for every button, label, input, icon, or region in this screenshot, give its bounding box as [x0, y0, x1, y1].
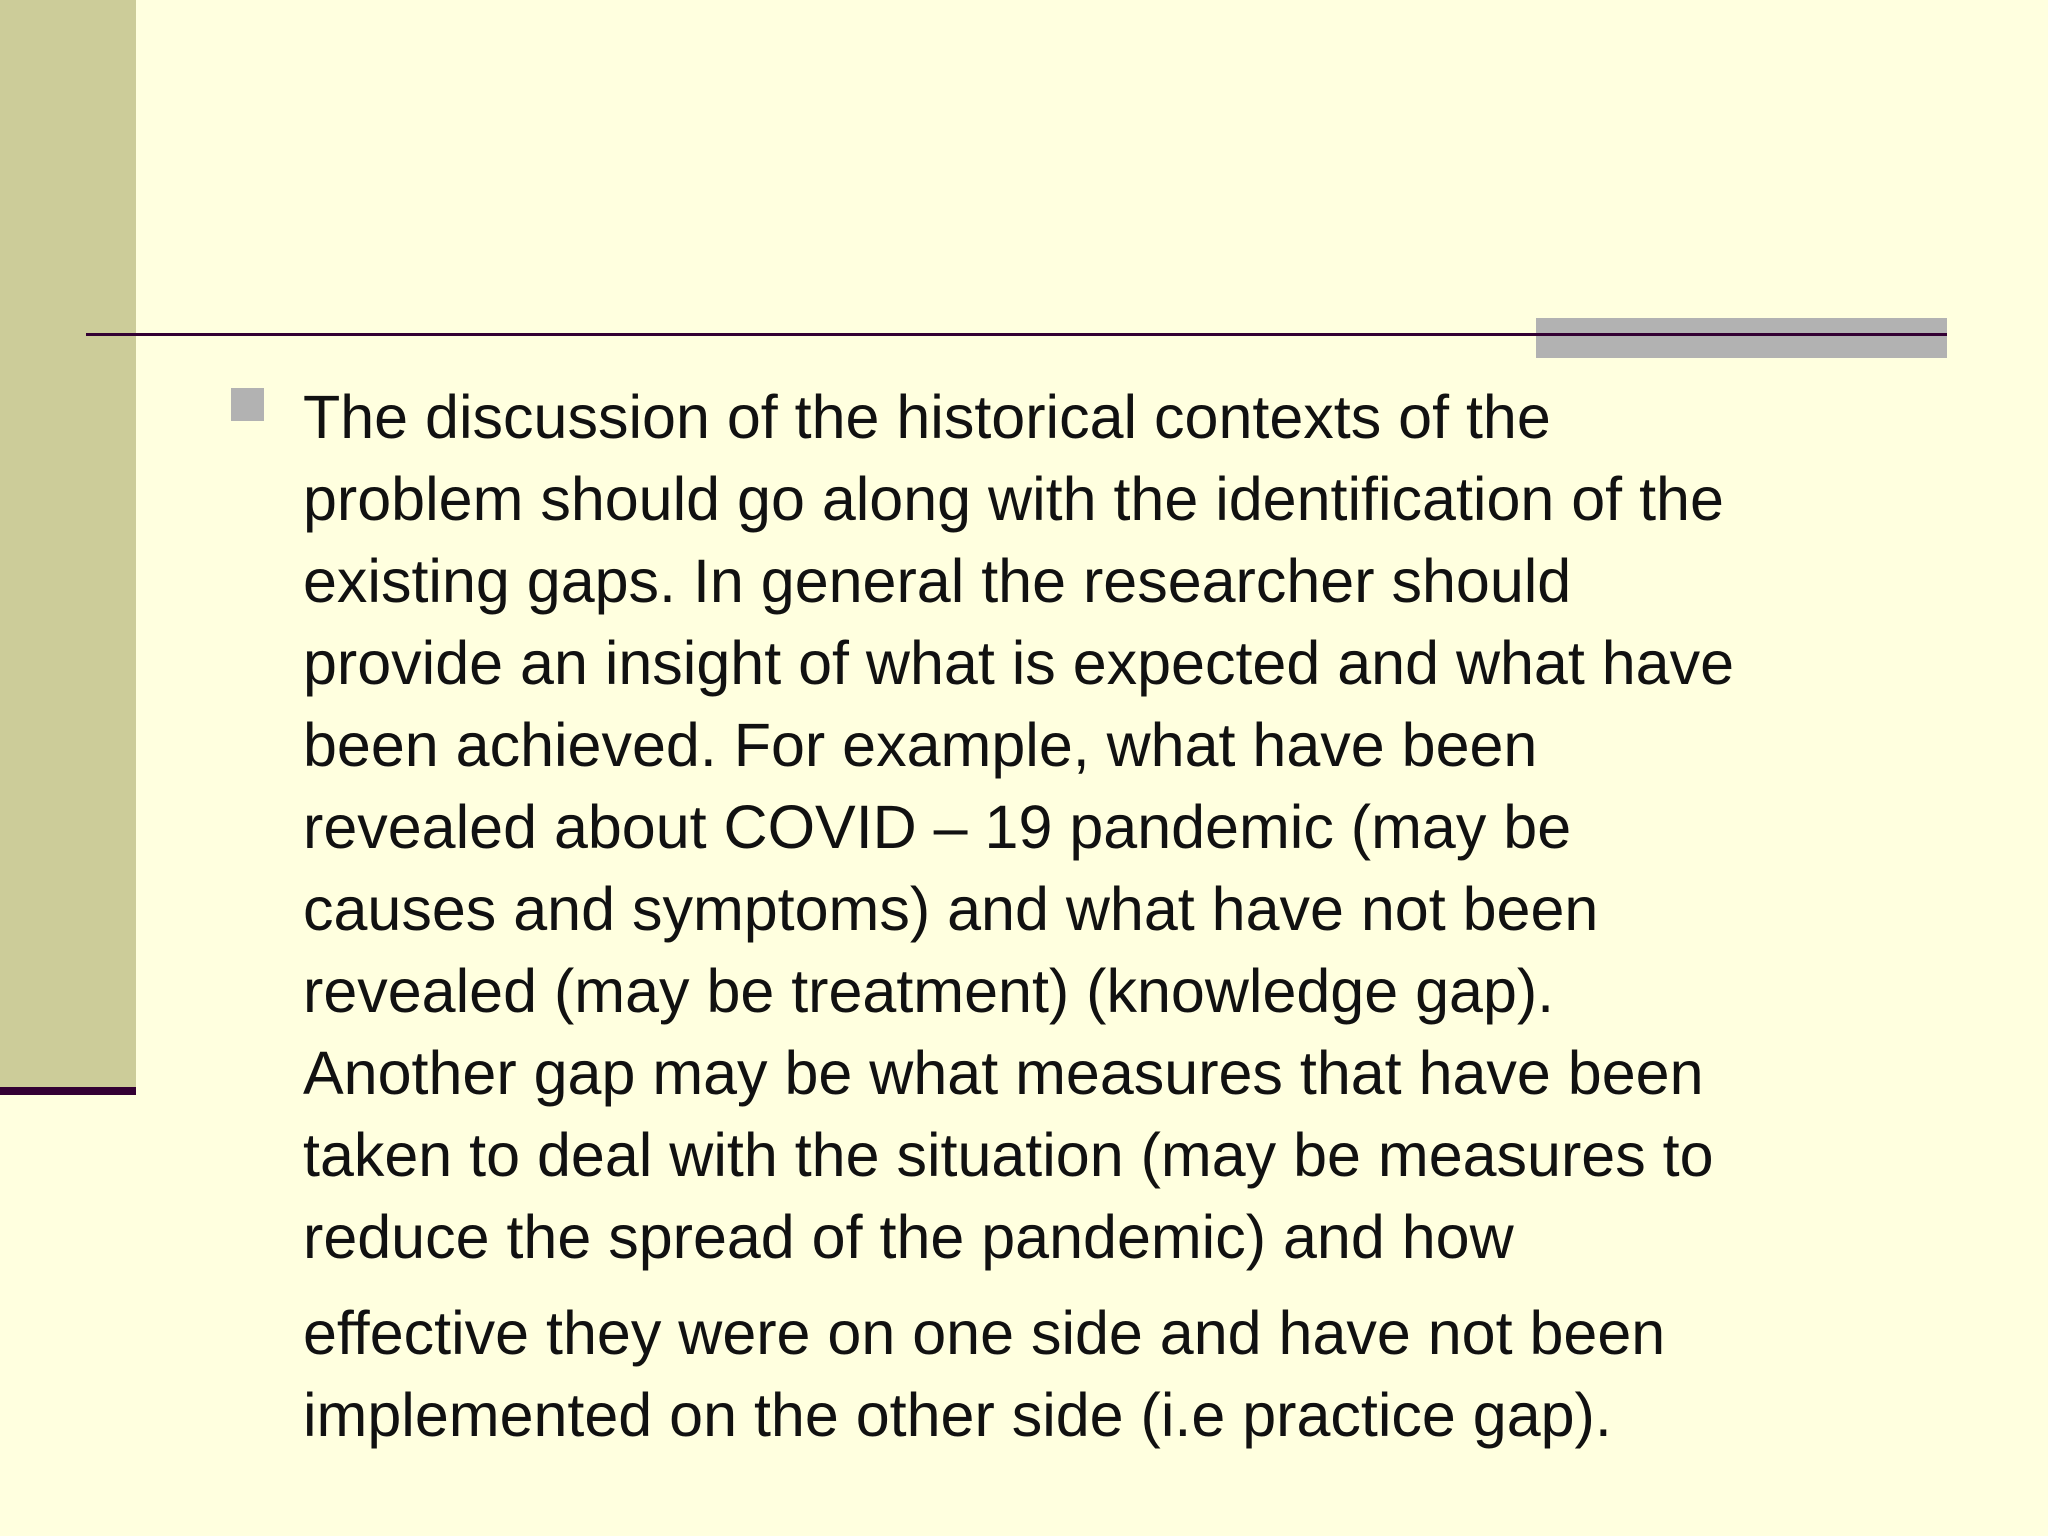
text-line: The discussion of the historical contexts of the: [303, 383, 1551, 451]
bullet-paragraph: [303, 376, 1983, 1456]
accent-block: [1536, 318, 1947, 358]
text-line: causes and symptoms) and what have not been: [303, 875, 1599, 943]
text-line: implemented on the other side (i.e practice gap).: [303, 1381, 1612, 1449]
text-line: reduce the spread of the pandemic) and how: [303, 1203, 1514, 1271]
text-line: existing gaps. In general the researcher should: [303, 547, 1572, 615]
text-line: problem should go along with the identification of the: [303, 465, 1724, 533]
text-line: taken to deal with the situation (may be measures to: [303, 1121, 1714, 1189]
sidebar-underline: [0, 1087, 136, 1095]
text-line: provide an insight of what is expected and what have: [303, 629, 1735, 697]
text-line: revealed (may be treatment) (knowledge gap).: [303, 957, 1555, 1025]
text-line: revealed about COVID – 19 pandemic (may be: [303, 793, 1572, 861]
square-bullet-icon: [231, 388, 264, 421]
accent-divider-line: [1536, 333, 1947, 336]
text-line: Another gap may be what measures that have been: [303, 1039, 1704, 1107]
left-sidebar-bar: [0, 0, 136, 1090]
text-line: effective they were on one side and have not been: [303, 1299, 1666, 1367]
text-line: been achieved. For example, what have been: [303, 711, 1538, 779]
